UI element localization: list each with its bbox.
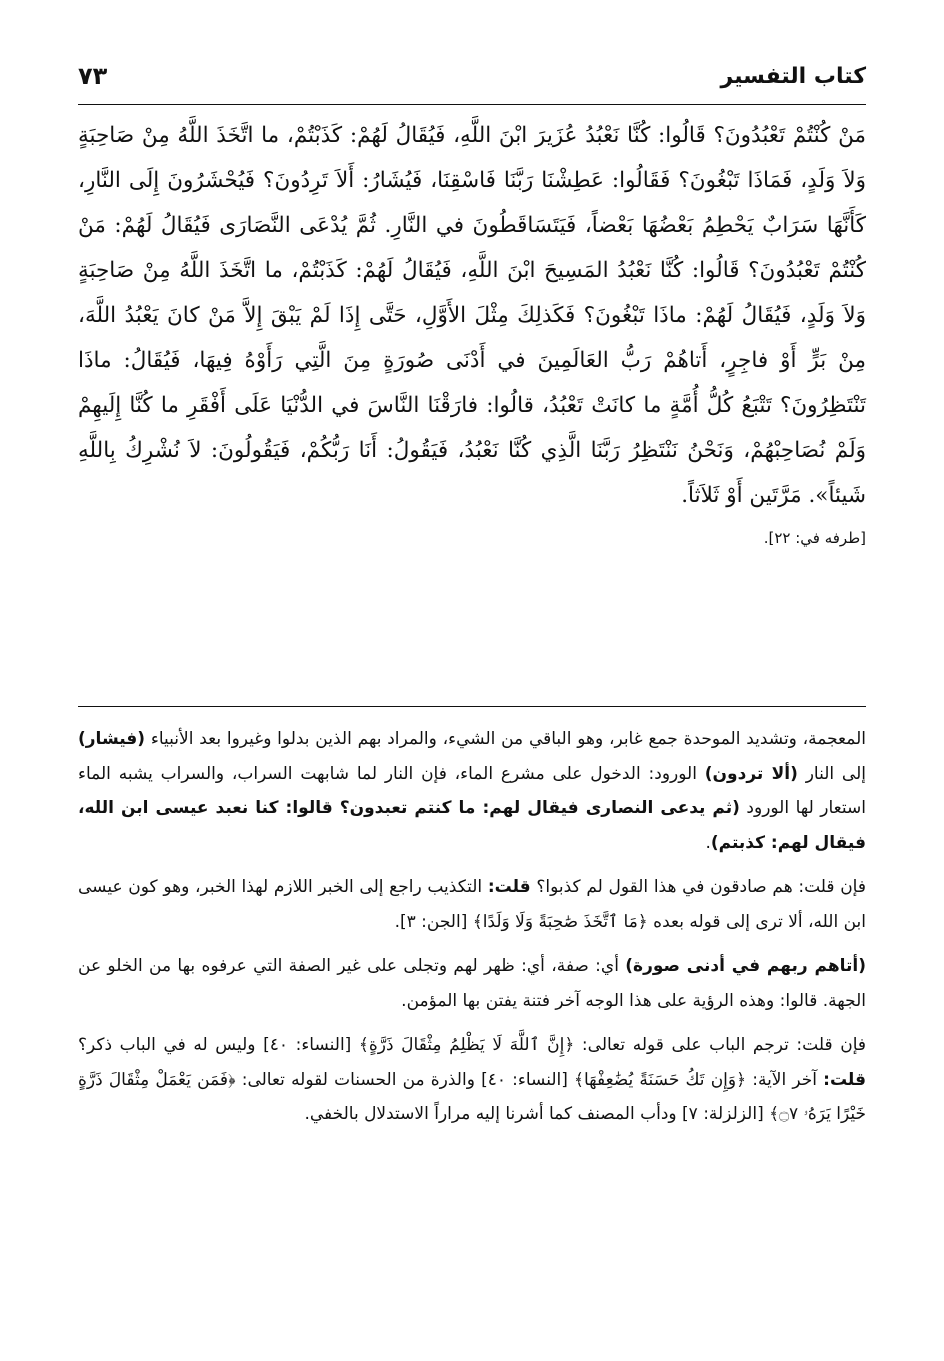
hadith-text: مَنْ كُنْتُمْ تَعْبُدُونَ؟ قَالُوا: كُنَّا نَعْبُدُ عُزَيرَ ابْنَ اللَّهِ، فَيُقَالُ لَهُمْ: كَذَبْتُمْ، ما اتَّخَذَ اللَّهُ مِنْ صَاحِبَةٍ وَلاَ وَلَدٍ، فَمَاذَا تَبْغُونَ؟ فَقَالُوا: عَطِشْنَا رَبَّنَا فَاسْقِنَا، فَيُشَارُ: أَلاَ تَرِدُونَ؟ فَيُحْشَرُونَ إِلَى النَّارِ، كَأَنَّهَا سَرَابٌ يَحْطِمُ بَعْضُهَا بَعْضاً، فَيَتَسَاقَطُونَ في النَّارِ. ثُمَّ يُدْعَى النَّصَارَى فَيُقَالُ لَهُمْ: مَنْ كُنْتُمْ تَعْبُدُونَ؟ قَالُوا: كُنَّا نَعْبُدُ المَسِيحَ ابْنَ اللَّهِ، فَيُقَالُ لَهُمْ: كَذَبْتُمْ، ما اتَّخَذَ اللَّهُ مِنْ صَاحِبَةٍ وَلاَ وَلَدٍ، فَيُقَالُ لَهُمْ: ماذَا تَبْغُونَ؟ فَكَذلِكَ مِثْلَ الأَوَّلِ، حَتَّى إِذَا لَمْ يَبْقَ إِلاَّ مَنْ كانَ يَعْبُدُ اللَّهَ، مِنْ بَرٍّ أَوْ فاجِرٍ، أَتاهُمْ رَبُّ العَالَمِينَ في أَدْنَى صُورَةٍ مِنَ الَّتِي رَأَوْهُ فِيهَا، فَيُقَالُ: ماذَا تَنْتَظِرُونَ؟ تَتْبَعُ كُلُّ أُمَّةٍ ما كانَتْ تَعْبُدُ، قالُوا: فارَقْنَا النَّاسَ في الدُّنْيَا عَلَى أَفْقَرِ ما كُنَّا إِلَيهِمْ وَلَمْ نُصَاحِبْهُمْ، وَنَحْنُ نَنْتَظِرُ رَبَّنَا الَّذِي كُنَّا نَعْبُدُ، فَيَقُولُ: أَنَا رَبُّكُمْ، فَيَقُولُونَ: لاَ نُشْرِكُ بِاللَّهِ شَيئاً». مَرَّتَين أَوْ ثَلاَثاً. — [78, 123, 866, 508]
quran-quote: ﴿فَمَن يَعْمَلْ مِثْقَالَ ذَرَّةٍ خَيْرًا يَرَهُۥ ۝٧﴾ — [78, 1069, 866, 1124]
quran-quote: ﴿وَإِن تَكُ حَسَنَةً يُضَٰعِفْهَا﴾ — [574, 1069, 747, 1090]
commentary-paragraph-1 — [78, 722, 866, 860]
commentary-paragraph-4 — [78, 1028, 866, 1132]
bold-phrase: قلت: — [823, 1069, 867, 1090]
commentary-text: الورود: الدخول على مشرع الماء، فإن النار لما شابهت السراب، والسراب يشبه الماء استعار لها الورود — [78, 763, 866, 818]
page-header — [78, 58, 866, 105]
bold-phrase: (أتاهم ربهم في أدنى صورة) — [625, 956, 866, 976]
commentary-text: [الزلزلة: ٧] ودأب المصنف كما أشرنا إليه مراراً الاستدلال بالخفي. — [304, 1104, 770, 1124]
commentary-text: التكذيب راجع إلى الخبر اللازم لهذا الخبر، وهو كون عيسى ابن الله، ألا ترى إلى قوله بعده — [78, 877, 866, 932]
bold-phrase: (ألا تردون) — [704, 763, 798, 784]
commentary-text: [الجن: ٣]. — [394, 911, 473, 932]
commentary-text: فإن قلت: ترجم الباب على قوله تعالى: — [574, 1035, 866, 1055]
header-title: كتاب التفسير — [720, 64, 866, 89]
hadith-section — [78, 113, 866, 554]
bold-phrase: قلت: — [487, 877, 531, 897]
commentary-text: أي: صفة، أي: ظهر لهم وتجلى على غير الصفة التي عرفوه بها من الخلو عن الجهة. قالوا: وهذه الرؤية على هذا الوجه آخر فتنة يفتن بها المؤمن. — [78, 956, 866, 1011]
commentary-text: المعجمة، وتشديد الموحدة جمع غابر، وهو الباقي من الشيء، والمراد بهم الذين بدلوا وغيروا بعد الأنبياء — [145, 729, 866, 749]
commentary-paragraph-3 — [78, 949, 866, 1018]
commentary-text: [النساء: ٤٠] والذرة من الحسنات لقوله تعالى: — [235, 1069, 575, 1090]
commentary-text: . — [705, 832, 711, 853]
footnote-separator — [78, 706, 866, 707]
quran-quote: ﴿إِنَّ ٱللَّهَ لَا يَظْلِمُ مِثْقَالَ ذَرَّةٍ﴾ — [358, 1035, 575, 1055]
hadith-reference: [طرفه في: ٢٢]. — [763, 529, 866, 547]
commentary-text: [النساء: ٤٠] وليس له في الباب ذكر؟ — [78, 1035, 359, 1055]
page-number: ٧٣ — [78, 62, 108, 90]
commentary-text: آخر الآية: — [746, 1069, 824, 1090]
quran-quote: ﴿مَا ٱتَّخَذَ صَٰحِبَةً وَلَا وَلَدًا﴾ — [472, 911, 648, 932]
bold-phrase: (ثم يدعى النصارى فيقال لهم: ما كنتم تعبدون؟ قالوا: كنا نعبد عيسى ابن الله، فيقال لهم: كذبتم) — [78, 798, 866, 853]
commentary-paragraph-2 — [78, 870, 866, 939]
commentary-text: إلى النار — [797, 763, 866, 784]
commentary-section — [78, 722, 866, 1142]
commentary-text: فإن قلت: هم صادقون في هذا القول لم كذبوا؟ — [530, 877, 866, 897]
bold-phrase: (فيشار) — [78, 729, 146, 749]
